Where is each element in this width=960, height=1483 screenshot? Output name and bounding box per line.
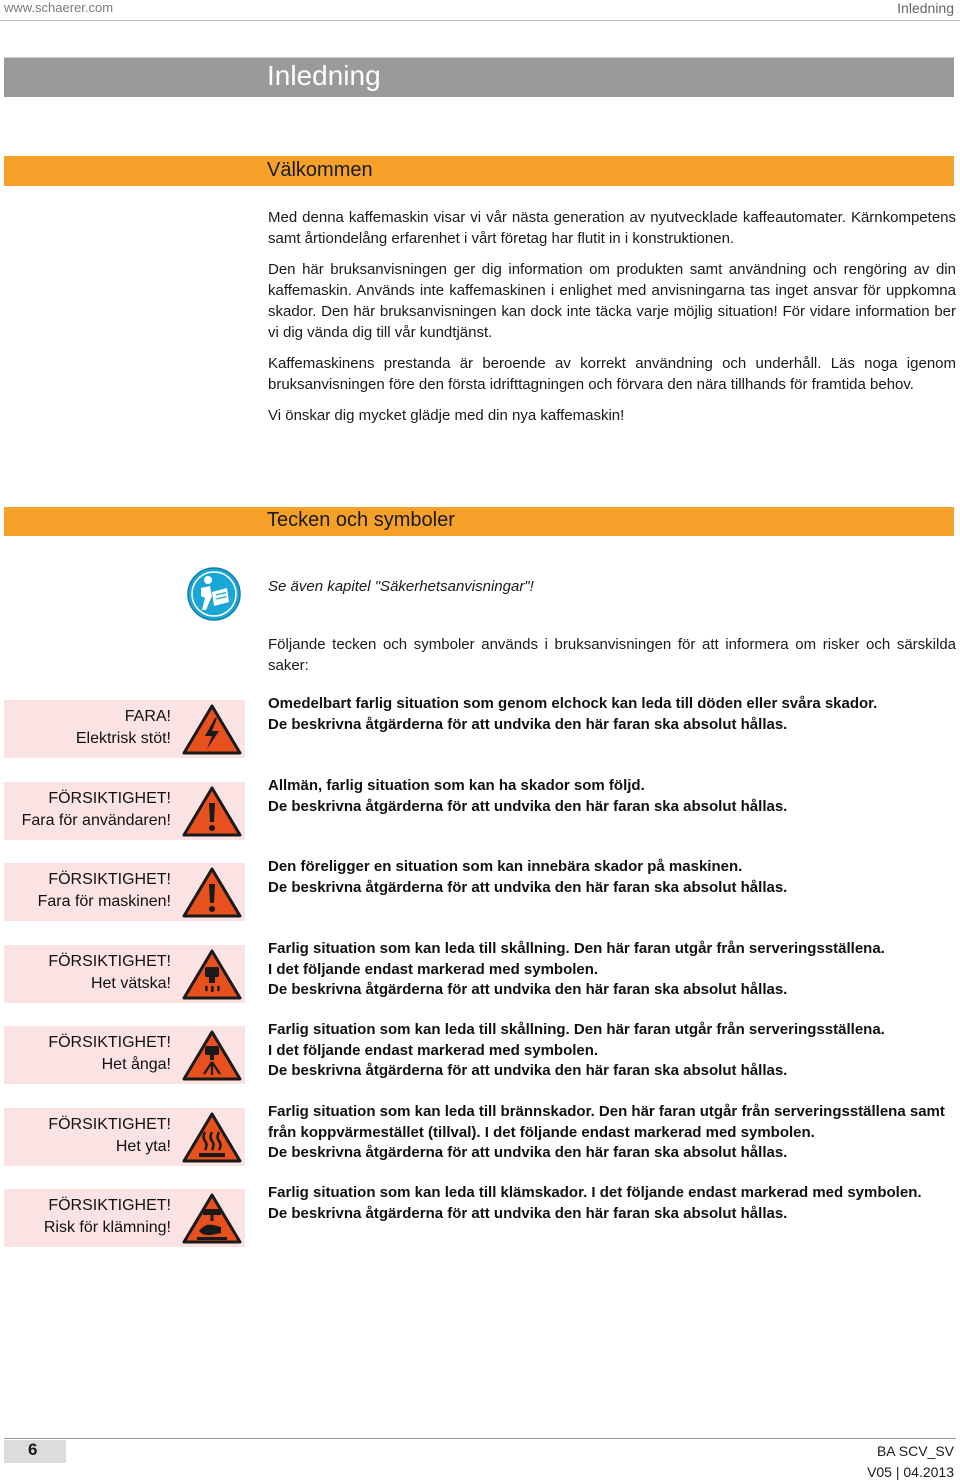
warning-level: FÖRSIKTIGHET!: [48, 953, 171, 970]
hot-liquid-warning-icon: [181, 947, 243, 1001]
warning-label: [44, 1195, 171, 1239]
warning-type: Fara för maskinen!: [37, 893, 171, 910]
warning-type: Risk för klämning!: [43, 1219, 171, 1236]
warning-description-line: Farlig situation som kan leda till skållning. Den här faran utgår från serveringsställena.: [268, 1021, 885, 1038]
warning-description-line: Allmän, farlig situation som kan ha skador som följd.: [268, 777, 645, 794]
header-section-title: Inledning: [897, 0, 954, 16]
read-manual-icon: [186, 566, 242, 622]
warning-label: [38, 869, 171, 913]
hot-surface-warning-icon: [181, 1110, 243, 1164]
symbols-heading: Tecken och symboler: [267, 509, 455, 531]
welcome-paragraph: Vi önskar dig mycket glädje med din nya kaffemaskin!: [268, 407, 625, 424]
warning-level: FÖRSIKTIGHET!: [48, 790, 171, 807]
warning-label: [76, 706, 171, 750]
warning-description-line: De beskrivna åtgärderna för att undvika den här faran ska absolut hållas.: [268, 1144, 788, 1161]
warning-level: FÖRSIKTIGHET!: [48, 1197, 171, 1214]
warning-level: FÖRSIKTIGHET!: [48, 871, 171, 888]
header-url[interactable]: www.schaerer.com: [4, 0, 114, 15]
document-id: [867, 1441, 954, 1483]
warning-description-line: I det följande endast markerad med symbolen.: [268, 960, 599, 978]
page-title-bar: [4, 57, 954, 97]
warning-type: Het ånga!: [101, 1056, 171, 1073]
crushing-hazard-warning-icon: [181, 1191, 243, 1245]
warning-level: FARA!: [124, 708, 171, 725]
warning-type: Het vätska!: [90, 975, 171, 992]
warning-description-line: Farlig situation som kan leda till brännskador. Den här faran utgår från serveringsställena samt från koppvärmestället (tillval). I det följande endast markerad med symbolen.: [268, 1103, 945, 1141]
warning-description: [268, 939, 958, 1001]
warning-description-line: I det följande endast markerad med symbolen.: [268, 1041, 599, 1059]
warning-label-box: [4, 1189, 245, 1247]
warning-description: [268, 857, 958, 898]
page-number: 6: [28, 1440, 38, 1459]
warning-type: Elektrisk stöt!: [75, 730, 171, 747]
warning-label: [22, 788, 171, 832]
warning-description-line: De beskrivna åtgärderna för att undvika den här faran ska absolut hållas.: [268, 715, 788, 733]
see-also-note: Se även kapitel "Säkerhetsanvisningar"!: [268, 578, 534, 595]
welcome-heading-bar: [4, 156, 954, 186]
document-version: V05 | 04.2013: [867, 1464, 954, 1480]
warning-description-line: Farlig situation som kan leda till skållning. Den här faran utgår från serveringsställena.: [268, 940, 885, 957]
warning-description: [268, 776, 958, 817]
header-divider: [0, 20, 960, 21]
warning-label-box: [4, 1026, 245, 1084]
symbols-heading-bar: [4, 507, 954, 536]
warning-level: FÖRSIKTIGHET!: [48, 1116, 171, 1133]
document-code: BA SCV_SV: [876, 1443, 954, 1459]
warning-type: Het yta!: [115, 1138, 171, 1155]
welcome-text: [268, 207, 956, 436]
symbols-intro: Följande tecken och symboler används i bruksanvisningen för att informera om risker och särskilda saker:: [268, 636, 956, 674]
warning-label-box: [4, 782, 245, 840]
warning-label-box: [4, 1108, 245, 1166]
warning-description-line: De beskrivna åtgärderna för att undvika den här faran ska absolut hållas.: [268, 1062, 788, 1079]
page-title: Inledning: [267, 60, 381, 91]
warning-description: [268, 1102, 958, 1164]
warning-description-line: De beskrivna åtgärderna för att undvika den här faran ska absolut hållas.: [268, 797, 788, 815]
electric-shock-warning-icon: [181, 702, 243, 756]
warning-description: [268, 1183, 958, 1224]
warning-label: [48, 951, 171, 995]
hot-steam-warning-icon: [181, 1028, 243, 1082]
general-warning-icon: [181, 784, 243, 838]
warning-description: [268, 1020, 958, 1082]
general-warning-icon: [181, 865, 243, 919]
welcome-paragraph: Kaffemaskinens prestanda är beroende av korrekt användning och underhåll. Läs noga igenom bruksanvisningen före den första idrifttagningen och förvara den nära tillhands för framtida behov.: [268, 355, 956, 393]
warning-description-line: Den föreligger en situation som kan innebära skador på maskinen.: [268, 858, 743, 875]
warning-description-line: Omedelbart farlig situation som genom elchock kan leda till döden eller svåra skador.: [268, 695, 878, 712]
warning-description-line: Farlig situation som kan leda till klämskador. I det följande endast markerad med symbolen.: [268, 1184, 922, 1201]
warning-label-box: [4, 700, 245, 758]
footer-divider: [4, 1438, 956, 1439]
warning-level: FÖRSIKTIGHET!: [48, 1034, 171, 1051]
warning-label-box: [4, 945, 245, 1003]
warning-description-line: De beskrivna åtgärderna för att undvika den här faran ska absolut hållas.: [268, 878, 788, 896]
warning-description-line: De beskrivna åtgärderna för att undvika den här faran ska absolut hållas.: [268, 1204, 788, 1222]
welcome-heading: Välkommen: [267, 159, 373, 181]
warning-type: Fara för användaren!: [21, 812, 171, 829]
warning-description: [268, 694, 958, 735]
warning-label-box: [4, 863, 245, 921]
warning-label: [48, 1032, 171, 1076]
warning-description-line: De beskrivna åtgärderna för att undvika den här faran ska absolut hållas.: [268, 981, 788, 998]
welcome-paragraph: Med denna kaffemaskin visar vi vår nästa generation av nyutvecklade kaffeautomater. Kärnkompetens samt årtiondelång erfarenhet i vårt företag har flutit in i konstruktionen.: [268, 209, 956, 247]
welcome-paragraph: Den här bruksanvisningen ger dig information om produkten samt användning och rengöring av din kaffemaskin. Används inte kaffemaskinen i enlighet med anvisningarna tas inget ansvar för uppkomna skador. Den här bruksanvisningen kan dock inte täcka varje möjlig situation! För vidare information ber vi dig vända dig till vår kundtjänst.: [268, 261, 956, 341]
warning-label: [48, 1114, 171, 1158]
